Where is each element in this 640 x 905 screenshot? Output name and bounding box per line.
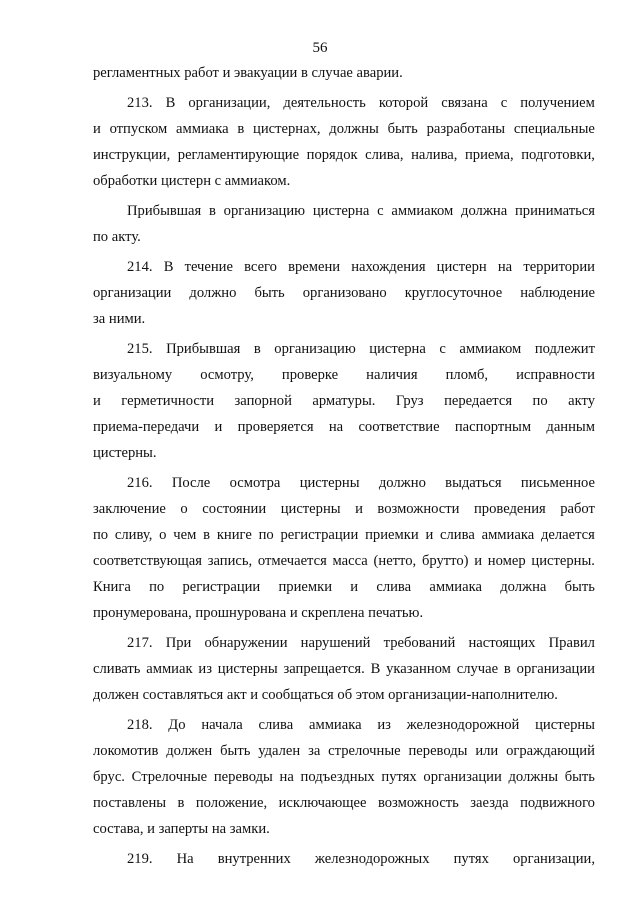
paragraph-continuation [93,62,595,88]
word: получением [520,95,595,111]
word: организации, [512,851,595,867]
word: 217. [127,635,153,651]
word: Стрелочные [131,769,208,785]
word: цистерны. [531,553,595,569]
word: путях [453,851,489,867]
word: заезда [470,795,509,811]
word: акту [568,393,595,409]
word: слива [440,527,475,543]
word: времени [288,259,341,275]
text-line [93,338,595,364]
word: 218. [127,717,153,733]
word: приниматься [514,203,595,219]
word: и [214,419,223,435]
word: организации [93,285,172,301]
word: цистерна [312,203,370,219]
word: брутто) [421,553,469,569]
paragraph-215 [93,338,595,468]
word: круглосуточное [404,285,503,301]
paragraph-213 [93,92,595,196]
word: визуальному [93,367,173,383]
word: на [279,769,294,785]
word: территории [523,259,595,275]
word: Правил [548,635,595,651]
word: В [165,95,176,111]
word: с [439,341,446,357]
text-line [93,256,595,282]
word: исключающее [278,795,367,811]
word: по [93,527,109,543]
word: запрещается. [283,661,365,677]
text-line: за ними. [93,311,146,327]
word: исправности [516,367,595,383]
text-line [93,524,595,550]
word: должны [508,769,558,785]
word: внутренних [217,851,291,867]
word: о [180,501,188,517]
word: быть [254,285,285,301]
word: проведения [473,501,546,517]
word: сливать [93,661,141,677]
word: в [237,121,245,137]
word: в [253,341,261,357]
word: в [503,661,511,677]
word: аммиаком [459,341,522,357]
word: о [159,527,167,543]
word: приемки [278,579,333,595]
word: порядок [306,147,358,163]
word: случае [456,661,499,677]
text-line [93,282,595,308]
word: подъездных [300,769,375,785]
word: быть [220,743,251,759]
word: путях [381,769,417,785]
word: и [474,553,483,569]
word: нахождения [351,259,426,275]
word: удален [258,743,301,759]
paragraph-217 [93,632,595,710]
text-line [93,200,595,226]
word: и [93,121,101,137]
word: и [425,527,434,543]
word: цистерны [280,501,341,517]
word: осмотра [229,475,281,491]
word: быть [564,769,595,785]
word: цистерна [369,341,426,357]
page-number: 56 [312,40,328,56]
word: На [176,851,194,867]
text-line: должен составляться акт и сообщаться об этом организации-наполнителю. [93,687,558,703]
word: цистернах, [253,121,321,137]
word: герметичности [121,393,215,409]
text-line [93,792,595,818]
word: осмотру, [200,367,254,383]
word: должно [189,285,237,301]
word: наблюдение [520,285,595,301]
word: отпуском [109,121,168,137]
word: стрелочные [328,743,401,759]
word: заключение [93,501,166,517]
word: выдаться [445,475,502,491]
word: налива, [411,147,458,163]
word: быть [387,121,418,137]
word: по [532,393,548,409]
word: отмечается [257,553,327,569]
word: по [149,579,165,595]
word: работ [560,501,595,517]
word: специальные [513,121,595,137]
word: за [308,743,321,759]
word: организации [516,661,595,677]
word: проверке [281,367,339,383]
word: Прибывшая [127,203,202,219]
word: инструкции, [93,147,171,163]
paragraph-arrival [93,200,595,252]
word: масса [332,553,368,569]
paragraph-216 [93,472,595,628]
word: проверяется [237,419,314,435]
word: начала [201,717,243,733]
word: В [163,259,174,275]
text-line: цистерны. [93,445,157,461]
text-line [93,472,595,498]
word: цистерны [217,661,278,677]
text-line: регламентных работ и эвакуации в случае аварии. [93,65,403,81]
word: В [370,661,381,677]
word: подготовки, [521,147,595,163]
word: на [328,419,344,435]
word: данным [546,419,595,435]
word: слива [376,579,412,595]
word: аммиака [429,579,482,595]
word: или [475,743,499,759]
word: подлежит [534,341,595,357]
word: связана [441,95,488,111]
word: приема, [464,147,514,163]
text-line: пронумерована, прошнурована и скреплена печатью. [93,605,424,621]
word: запорной [234,393,292,409]
word: 213. [127,95,153,111]
word: (нетто, [373,553,417,569]
word: должна [500,579,547,595]
text-line [93,416,595,442]
text-line [93,632,595,658]
text-line [93,848,595,874]
word: с [500,95,508,111]
word: возможность [377,795,459,811]
word: нарушений [300,635,371,651]
word: арматуры. [312,393,376,409]
word: и [355,501,363,517]
word: из [377,717,391,733]
word: Прибывшая [166,341,241,357]
word: 214. [127,259,153,275]
word: должен [166,743,213,759]
word: железнодорожных [314,851,430,867]
word: организовано [302,285,387,301]
word: в [203,527,211,543]
word: организации, [188,95,271,111]
word: положение, [195,795,268,811]
word: слива [258,717,294,733]
word: которой [378,95,429,111]
word: требований [383,635,456,651]
text-line: состава, и заперты на замки. [93,821,270,837]
word: сливу, [114,527,153,543]
word: приема-передачи [93,419,200,435]
word: наличия [366,367,418,383]
word: запись, [207,553,253,569]
word: При [165,635,192,651]
word: делается [540,527,595,543]
word: 215. [127,341,153,357]
word: с [377,203,384,219]
word: После [171,475,211,491]
word: Груз [395,393,424,409]
word: разработаны [426,121,506,137]
word: течение [184,259,233,275]
word: поставлены [93,795,167,811]
word: чем [173,527,197,543]
paragraph-214 [93,256,595,334]
word: указанном [386,661,451,677]
paragraph-218 [93,714,595,844]
text-line [93,658,595,684]
word: Книга [93,579,131,595]
word: из [198,661,212,677]
word: переводы [408,743,468,759]
word: слива, [365,147,404,163]
word: организацию [274,341,356,357]
word: брус. [93,769,125,785]
text-line [93,364,595,390]
text-line [93,498,595,524]
word: всего [244,259,277,275]
word: локомотив [93,743,159,759]
word: настоящих [468,635,536,651]
word: паспортным [454,419,532,435]
word: цистерн [436,259,487,275]
word: соответствие [358,419,440,435]
text-line [93,740,595,766]
word: должно [378,475,426,491]
word: состоянии [202,501,267,517]
word: в [208,203,216,219]
word: аммиак [146,661,193,677]
text-line [93,118,595,144]
text-line [93,144,595,170]
word: переводы [213,769,273,785]
paragraph-219 [93,848,595,874]
word: на [497,259,513,275]
word: железнодорожной [406,717,520,733]
word: регистрации [182,579,261,595]
word: должны [329,121,379,137]
word: соответствующая [93,553,202,569]
text-line [93,714,595,740]
text-line: по акту. [93,229,141,245]
word: возможности [377,501,460,517]
text-line [93,576,595,602]
word: цистерны [535,717,595,733]
text-line [93,390,595,416]
text-line [93,92,595,118]
word: регламентирующие [177,147,300,163]
word: аммиака [176,121,229,137]
word: книге [216,527,252,543]
document-body [93,62,595,874]
word: организацию [223,203,306,219]
word: цистерны [299,475,360,491]
word: быть [564,579,595,595]
word: 216. [127,475,153,491]
word: регистрации [280,527,359,543]
word: подвижного [520,795,595,811]
word: обнаружении [204,635,288,651]
word: деятельность [283,95,366,111]
word: пломб, [445,367,489,383]
text-line [93,766,595,792]
word: и [350,579,359,595]
word: аммиака [308,717,362,733]
word: должна [461,203,508,219]
word: приемки [365,527,419,543]
word: по [258,527,274,543]
word: номер [487,553,526,569]
word: организации [423,769,502,785]
word: ограждающий [506,743,595,759]
word: 219. [127,851,153,867]
word: и [93,393,101,409]
word: в [177,795,185,811]
text-line [93,550,595,576]
text-line: обработки цистерн с аммиаком. [93,173,291,189]
word: аммиака [481,527,535,543]
word: До [168,717,186,733]
word: аммиаком [391,203,454,219]
word: передается [444,393,513,409]
word: письменное [520,475,595,491]
